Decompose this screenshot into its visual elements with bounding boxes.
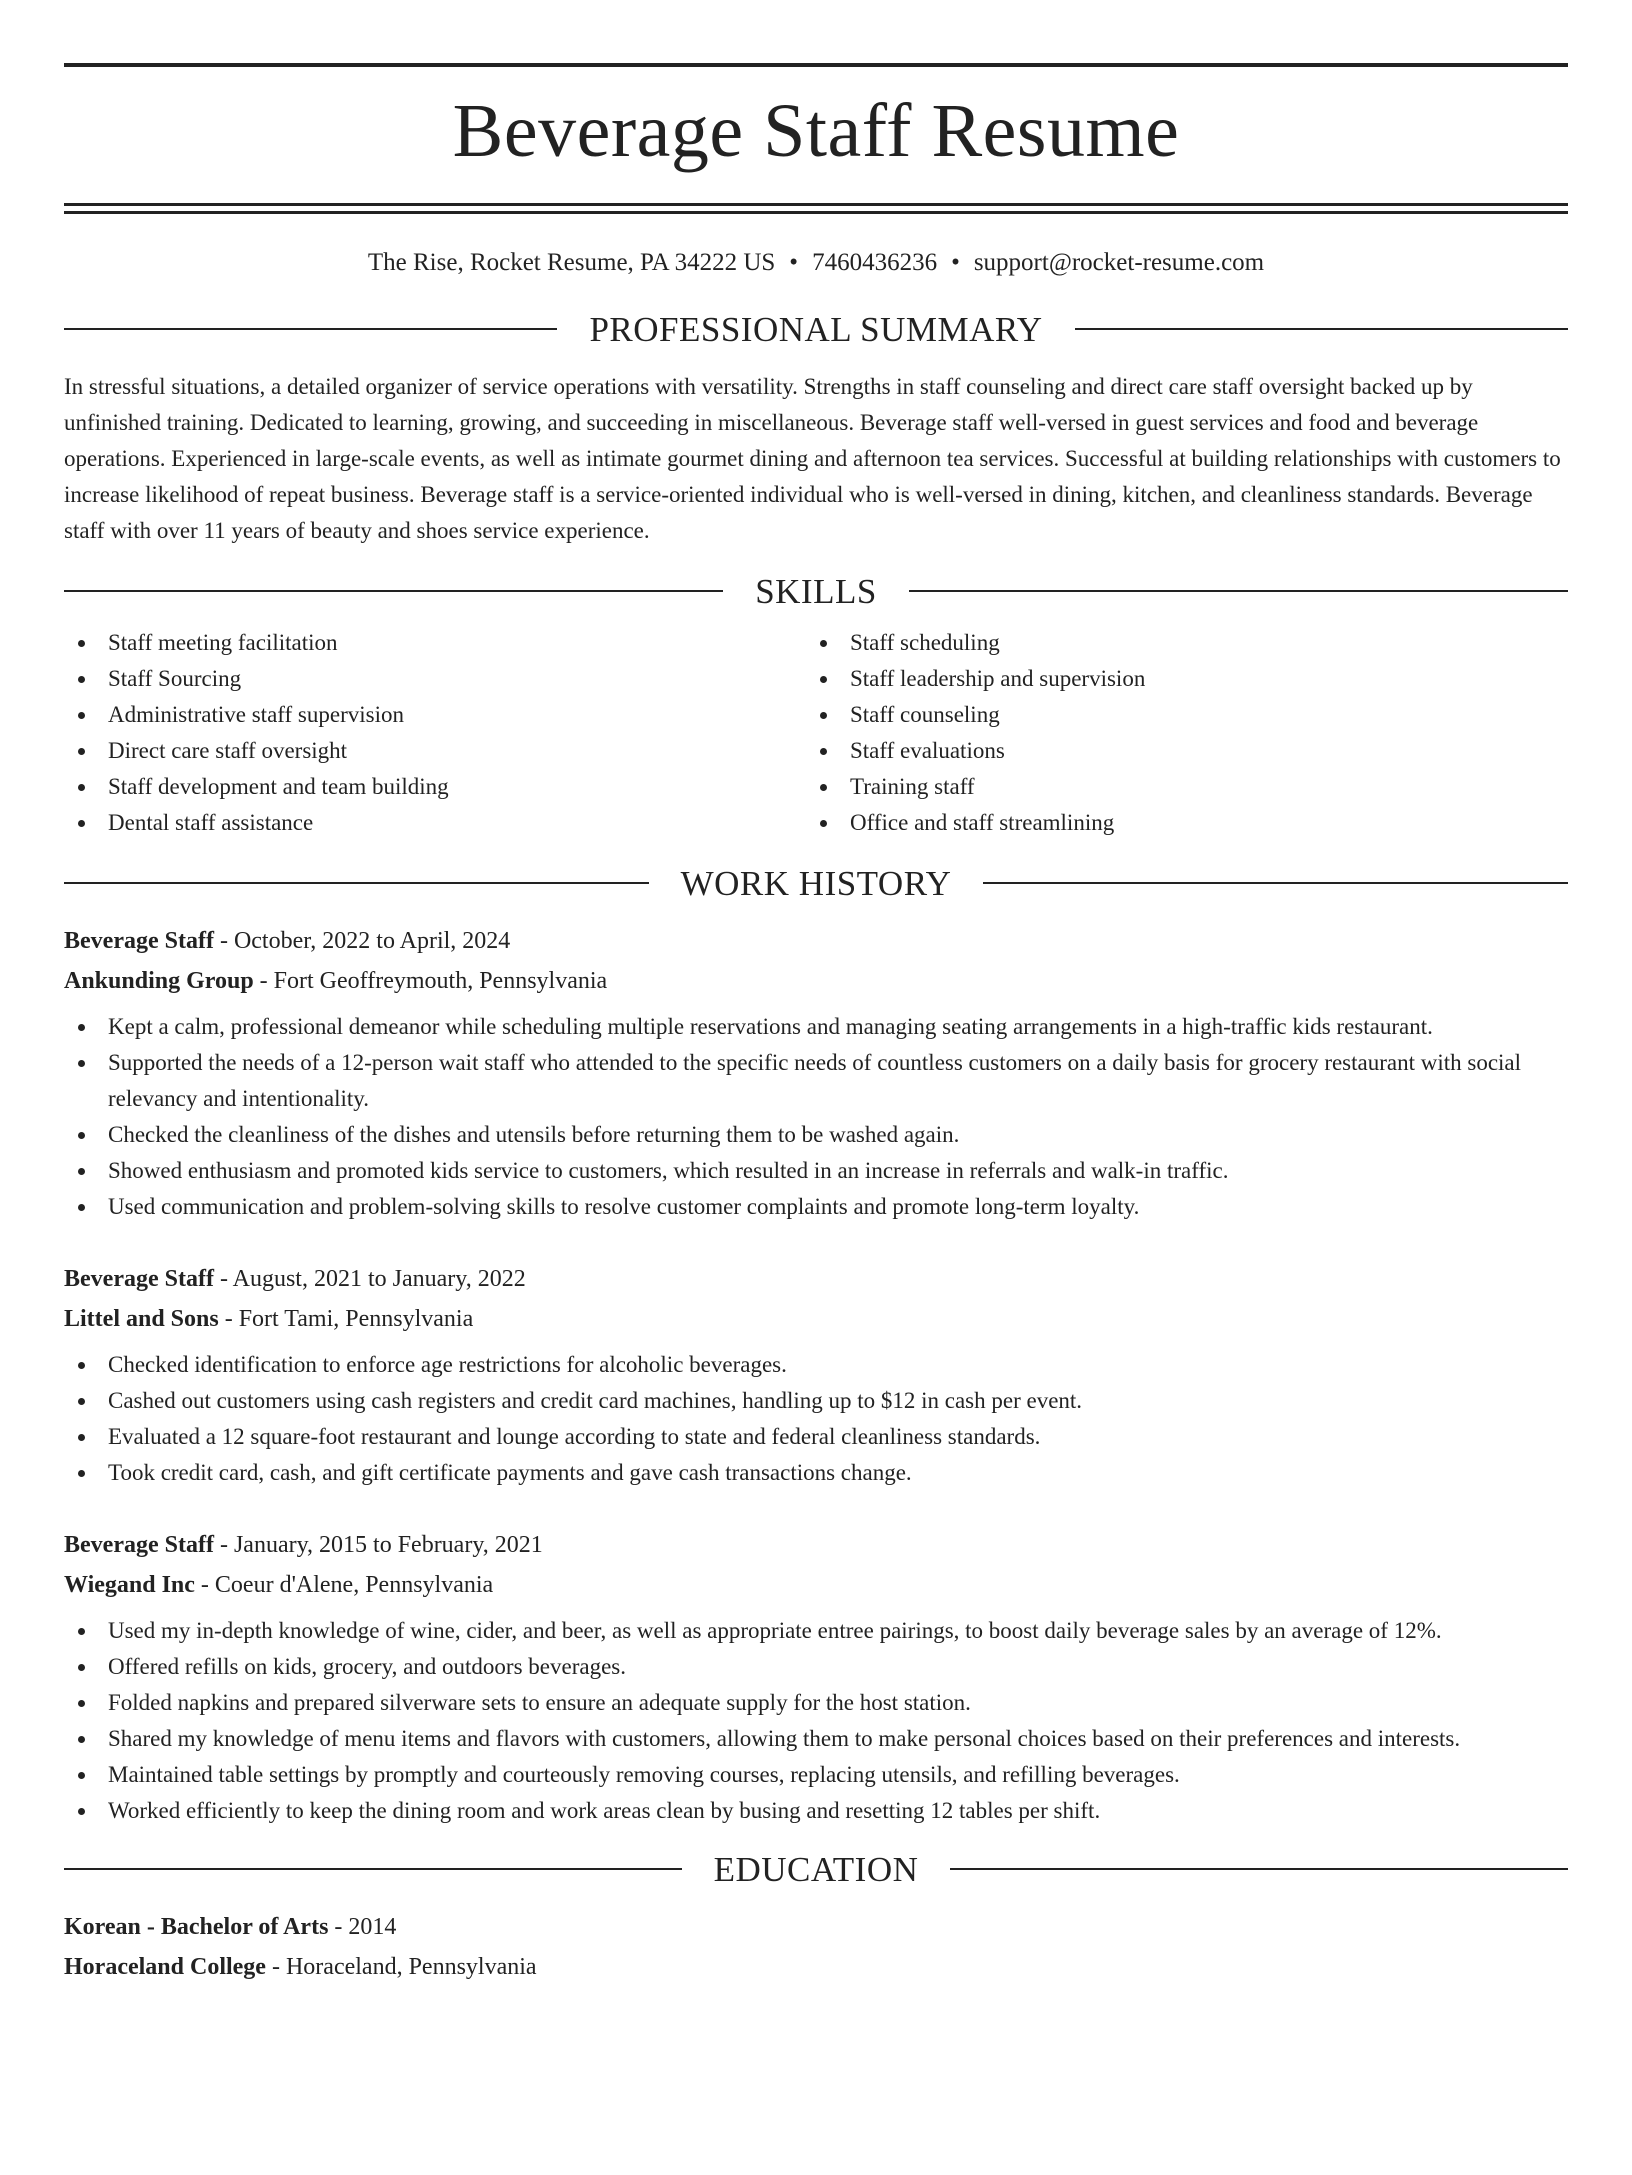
heading-rule [64, 328, 557, 330]
job-bullet: Cashed out customers using cash registers and credit card machines, handling up to $12 in cash per event. [64, 1383, 1568, 1419]
job-bullets [64, 1613, 1568, 1829]
contact-separator: • [951, 249, 960, 276]
job-dates: - January, 2015 to February, 2021 [213, 1532, 543, 1558]
heading-rule [950, 1868, 1568, 1870]
skill-item: Staff evaluations [806, 733, 1548, 769]
job-bullet: Maintained table settings by promptly and courteously removing courses, replacing utensils, and refilling beverages. [64, 1757, 1568, 1793]
resume-page [0, 63, 1632, 2175]
skill-item: Staff meeting facilitation [64, 625, 806, 661]
education-school-line [64, 1947, 1568, 1987]
job-location: - Coeur d'Alene, Pennsylvania [194, 1572, 494, 1598]
job-dates: - October, 2022 to April, 2024 [213, 928, 511, 954]
skill-item: Training staff [806, 769, 1548, 805]
job-bullet: Took credit card, cash, and gift certificate payments and gave cash transactions change. [64, 1455, 1568, 1491]
skill-item: Staff counseling [806, 697, 1548, 733]
job-bullet: Showed enthusiasm and promoted kids service to customers, which resulted in an increase in referrals and walk-in traffic. [64, 1153, 1568, 1189]
job-bullet: Supported the needs of a 12-person wait staff who attended to the specific needs of countless customers on a daily basis for grocery restaurant with social relevancy and intentionality. [64, 1045, 1568, 1117]
section-title: SKILLS [755, 571, 877, 611]
job-bullets [64, 1347, 1568, 1491]
contact-phone: 7460436236 [812, 249, 938, 276]
skills-column-right [806, 625, 1548, 841]
job-dates: - August, 2021 to January, 2022 [213, 1266, 526, 1292]
skill-item: Staff leadership and supervision [806, 661, 1548, 697]
job-location: - Fort Geoffreymouth, Pennsylvania [253, 968, 608, 994]
job-company-line [64, 1299, 1568, 1339]
job-bullet: Worked efficiently to keep the dining room and work areas clean by busing and resetting 12 tables per shift. [64, 1793, 1568, 1829]
job-company-line [64, 961, 1568, 1001]
job-title: Beverage Staff [64, 1532, 214, 1558]
skill-item: Staff development and team building [64, 769, 806, 805]
title-double-divider [64, 203, 1568, 214]
education-entry [64, 1907, 1568, 1987]
resume-title: Beverage Staff Resume [452, 89, 1180, 173]
heading-rule [983, 882, 1568, 884]
job-title-line [64, 1259, 1568, 1299]
job-bullet: Folded napkins and prepared silverware sets to ensure an adequate supply for the host station. [64, 1685, 1568, 1721]
job-title-line [64, 921, 1568, 961]
job-entry [64, 921, 1568, 1225]
skills-column-left [64, 625, 806, 841]
skill-item: Staff Sourcing [64, 661, 806, 697]
job-bullet: Shared my knowledge of menu items and flavors with customers, allowing them to make personal choices based on their preferences and interests. [64, 1721, 1568, 1757]
skill-item: Dental staff assistance [64, 805, 806, 841]
job-company: Wiegand Inc [64, 1572, 195, 1598]
education-location: - Horaceland, Pennsylvania [265, 1954, 537, 1980]
top-divider [64, 63, 1568, 67]
skills-list [64, 625, 1568, 841]
job-company: Ankunding Group [64, 968, 254, 994]
section-heading-education [64, 1849, 1568, 1889]
heading-rule [64, 590, 723, 592]
contact-line [64, 250, 1568, 275]
contact-email: support@rocket-resume.com [973, 249, 1265, 276]
job-entry [64, 1525, 1568, 1829]
skill-item: Office and staff streamlining [806, 805, 1548, 841]
job-bullet: Used communication and problem-solving skills to resolve customer complaints and promote long-term loyalty. [64, 1189, 1568, 1225]
job-bullet: Kept a calm, professional demeanor while scheduling multiple reservations and managing seating arrangements in a high-traffic kids restaurant. [64, 1009, 1568, 1045]
job-bullet: Checked the cleanliness of the dishes and utensils before returning them to be washed again. [64, 1117, 1568, 1153]
heading-rule [1075, 328, 1568, 330]
job-title: Beverage Staff [64, 1266, 214, 1292]
contact-separator: • [789, 249, 799, 276]
education-degree-line [64, 1907, 1568, 1947]
section-heading-summary [64, 309, 1568, 349]
section-title: WORK HISTORY [680, 863, 952, 903]
education-school: Horaceland College [64, 1954, 266, 1980]
job-entry [64, 1259, 1568, 1491]
job-location: - Fort Tami, Pennsylvania [218, 1306, 474, 1332]
job-bullet: Offered refills on kids, grocery, and outdoors beverages. [64, 1649, 1568, 1685]
section-title: PROFESSIONAL SUMMARY [589, 309, 1043, 349]
heading-rule [909, 590, 1568, 592]
heading-rule [64, 1868, 682, 1870]
job-bullets [64, 1009, 1568, 1225]
job-company-line [64, 1565, 1568, 1605]
job-title: Beverage Staff [64, 928, 214, 954]
job-title-line [64, 1525, 1568, 1565]
section-heading-skills [64, 571, 1568, 611]
heading-rule [64, 882, 649, 884]
skill-item: Staff scheduling [806, 625, 1548, 661]
job-company: Littel and Sons [64, 1306, 219, 1332]
section-title: EDUCATION [713, 1849, 919, 1889]
job-bullet: Checked identification to enforce age restrictions for alcoholic beverages. [64, 1347, 1568, 1383]
job-bullet: Evaluated a 12 square-foot restaurant and lounge according to state and federal cleanliness standards. [64, 1419, 1568, 1455]
education-year: - 2014 [328, 1914, 397, 1940]
education-degree: Korean - Bachelor of Arts [64, 1914, 329, 1940]
job-bullet: Used my in-depth knowledge of wine, cider, and beer, as well as appropriate entree pairings, to boost daily beverage sales by an average of 12%. [64, 1613, 1568, 1649]
contact-address: The Rise, Rocket Resume, PA 34222 US [367, 249, 776, 276]
summary-paragraph: In stressful situations, a detailed organizer of service operations with versatility. Strengths in staff counseling and direct care staff oversight backed up by unfinished training. Dedicated to learning, growing, and succeeding in miscellaneous. Beverage staff well-versed in guest services and food and beverage operations. Experienced in large-scale events, as well as intimate gourmet dining and afternoon tea services. Successful at building relationships with customers to increase likelihood of repeat business. Beverage staff is a service-oriented individual who is well-versed in dining, kitchen, and cleanliness standards. Beverage staff with over 11 years of beauty and shoes service experience. [64, 374, 1561, 543]
section-heading-work [64, 863, 1568, 903]
skill-item: Direct care staff oversight [64, 733, 806, 769]
skill-item: Administrative staff supervision [64, 697, 806, 733]
